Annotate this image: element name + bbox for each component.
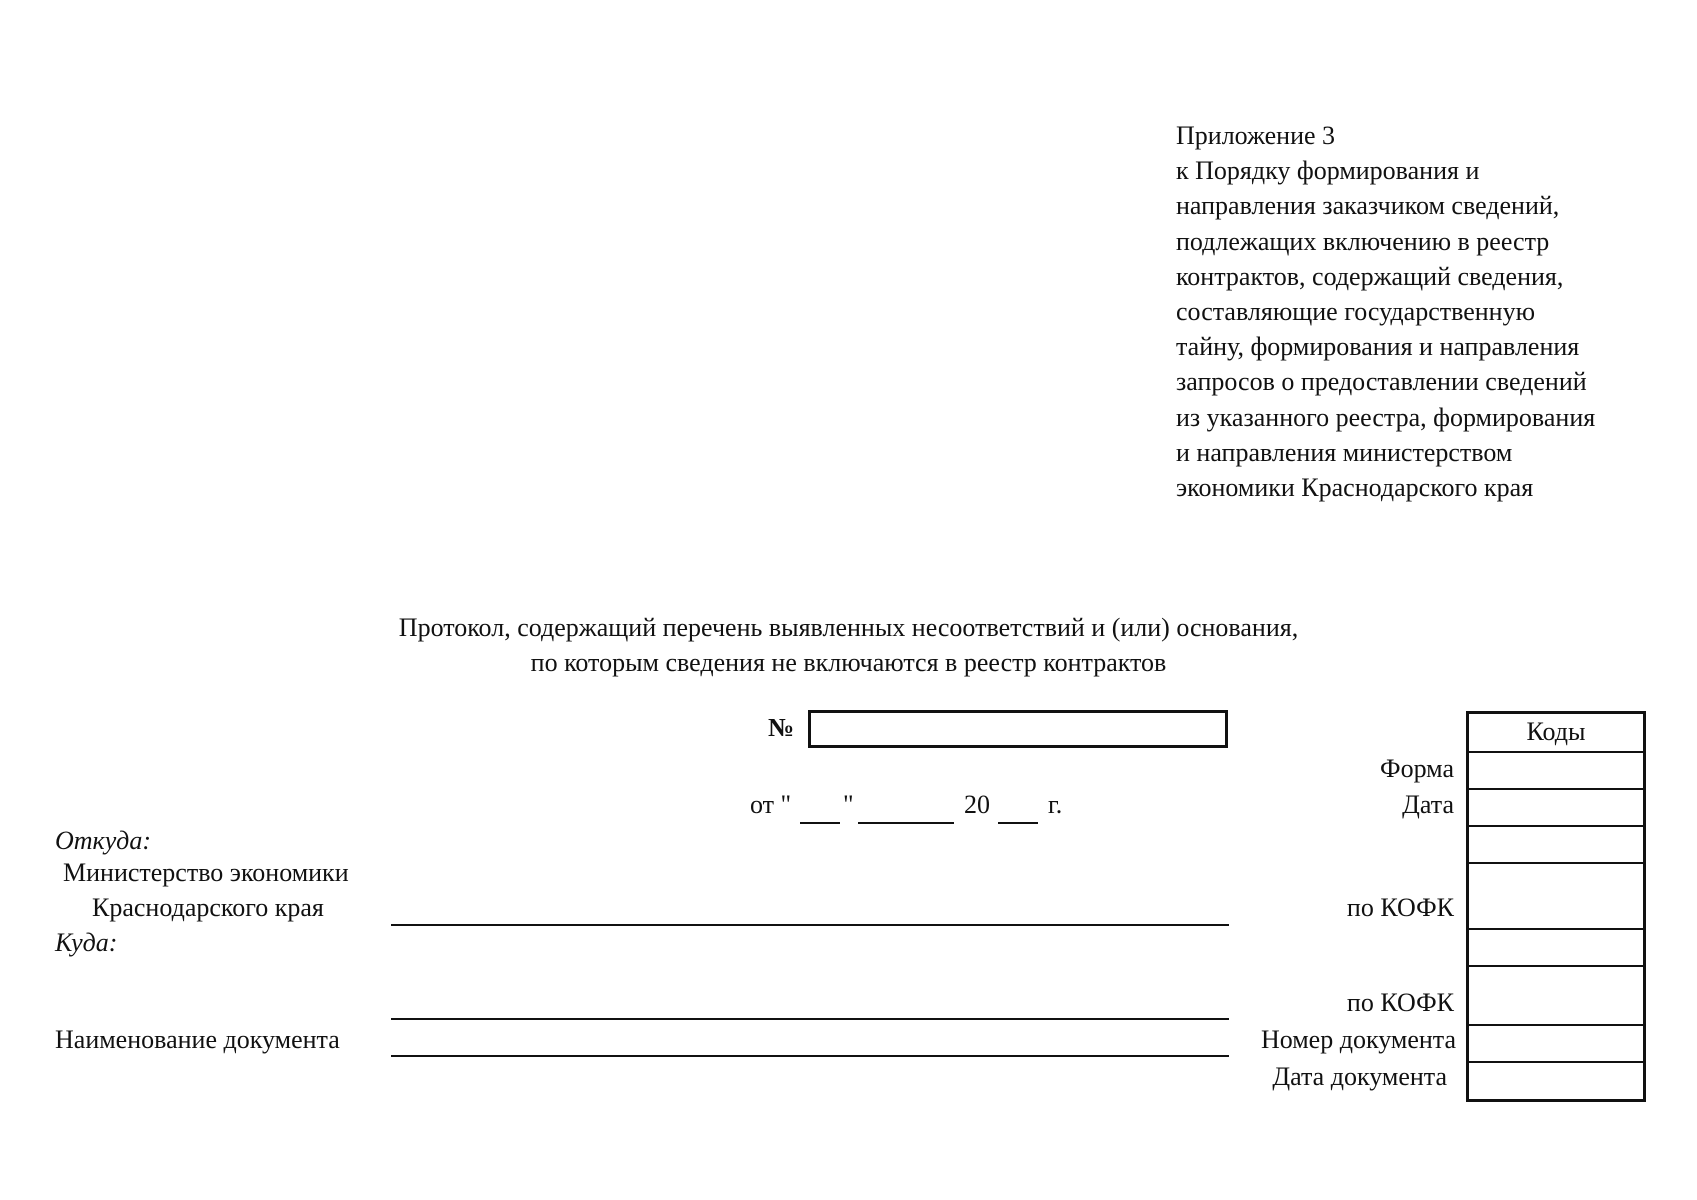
protocol-number-field[interactable]: [808, 710, 1228, 748]
date-suffix: г.: [1048, 790, 1063, 819]
from-underline: [391, 924, 1229, 926]
appendix-line: направления заказчиком сведений,: [1176, 191, 1560, 221]
code-cell-blank-2[interactable]: [1469, 930, 1643, 967]
date-prefix: от ": [750, 790, 792, 819]
code-cell-form[interactable]: [1469, 753, 1643, 790]
appendix-line: к Порядку формирования и: [1176, 156, 1480, 186]
document-name-label: Наименование документа: [55, 1025, 340, 1054]
document-title-line-2: по которым сведения не включаются в реестр контрактов: [530, 648, 1167, 677]
year-blank[interactable]: [998, 822, 1038, 824]
to-label: Куда:: [55, 928, 118, 957]
appendix-line: составляющие государственную: [1176, 297, 1536, 327]
row-label-doc-date: Дата документа: [1272, 1062, 1447, 1091]
appendix-line: контрактов, содержащий сведения,: [1176, 261, 1564, 291]
row-label-kofk-2: по КОФК: [1346, 988, 1454, 1017]
appendix-line: подлежащих включению в реестр: [1176, 226, 1550, 256]
month-blank[interactable]: [858, 822, 954, 824]
row-label-date: Дата: [1402, 790, 1454, 819]
row-label-form: Форма: [1380, 754, 1454, 783]
from-label: Откуда:: [55, 826, 151, 855]
appendix-line: тайну, формирования и направления: [1176, 332, 1580, 362]
day-blank[interactable]: [800, 822, 840, 824]
row-label-kofk-1: по КОФК: [1346, 893, 1454, 922]
appendix-line: из указанного реестра, формирования: [1176, 402, 1596, 432]
code-cell-date[interactable]: [1469, 790, 1643, 827]
number-sign: №: [768, 713, 795, 742]
code-cell-kofk-1[interactable]: [1469, 864, 1643, 930]
appendix-line: запросов о предоставлении сведений: [1176, 367, 1587, 397]
codes-table: [1466, 711, 1646, 1102]
code-cell-doc-date[interactable]: [1469, 1063, 1643, 1099]
appendix-line: и направления министерством: [1176, 437, 1513, 467]
from-org-line-2: Краснодарского края: [92, 893, 324, 922]
codes-header: Коды: [1469, 714, 1643, 753]
date-quote: ": [843, 790, 854, 819]
code-cell-kofk-2[interactable]: [1469, 967, 1643, 1026]
row-label-doc-number: Номер документа: [1260, 1025, 1456, 1054]
date-century: 20: [964, 790, 990, 819]
code-cell-blank[interactable]: [1469, 827, 1643, 864]
code-cell-doc-number[interactable]: [1469, 1026, 1643, 1063]
to-field-line[interactable]: [391, 1018, 1229, 1020]
appendix-note: [1176, 118, 1595, 505]
appendix-line: экономики Краснодарского края: [1176, 473, 1534, 503]
document-name-field-line[interactable]: [391, 1055, 1229, 1057]
from-org-line-1: Министерство экономики: [63, 858, 349, 887]
document-title-line-1: Протокол, содержащий перечень выявленных несоответствий и (или) основания,: [398, 613, 1299, 642]
appendix-line: Приложение 3: [1176, 121, 1336, 150]
